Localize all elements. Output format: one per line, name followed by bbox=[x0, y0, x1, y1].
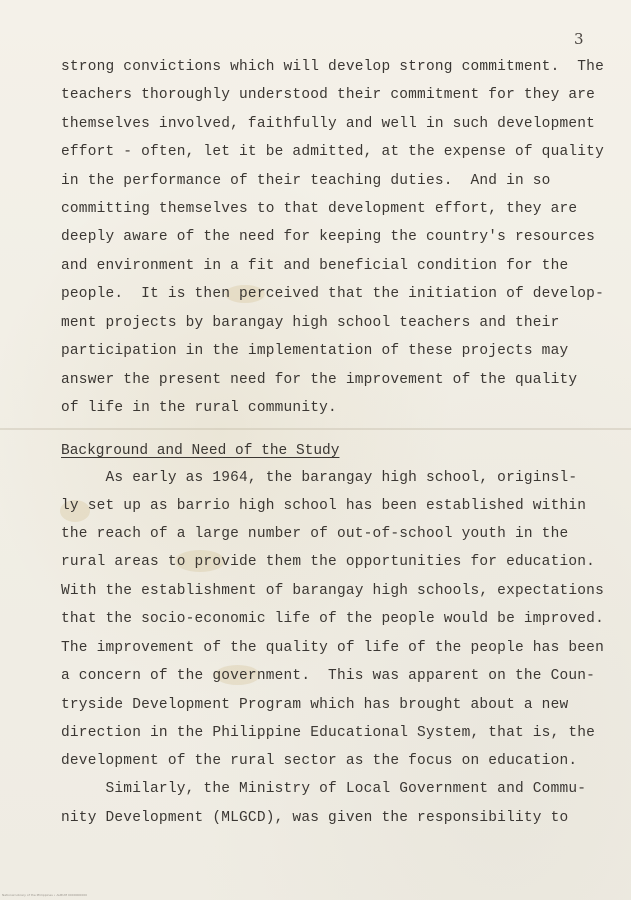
text-line: The improvement of the quality of life of the people has been bbox=[61, 640, 604, 656]
text-line: of life in the rural community. bbox=[61, 400, 337, 416]
text-line: ly set up as barrio high school has been established within bbox=[61, 498, 587, 514]
text-line: deeply aware of the need for keeping the country's resources bbox=[61, 229, 596, 245]
text-line: people. It is then perceived that the initiation of develop- bbox=[61, 286, 604, 302]
text-line: direction in the Philippine Educational System, that is, the bbox=[61, 725, 596, 741]
text-line: rural areas to provide them the opportunities for education. bbox=[61, 554, 596, 570]
text-line: As early as 1964, the barangay high school, originsl- bbox=[61, 470, 578, 486]
text-line: tryside Development Program which has brought about a new bbox=[61, 697, 569, 713]
text-line: that the socio-economic life of the people would be improved. bbox=[61, 611, 604, 627]
text-line: and environment in a fit and beneficial condition for the bbox=[61, 258, 569, 274]
section-heading: Background and Need of the Study bbox=[61, 443, 340, 459]
text-line: committing themselves to that development effort, they are bbox=[61, 201, 578, 217]
text-line: participation in the implementation of these projects may bbox=[61, 343, 569, 359]
archive-footer-mark: National Library of the Philippines • ALBUM 0000000000 bbox=[2, 893, 88, 897]
text-line: effort - often, let it be admitted, at the expense of quality bbox=[61, 144, 604, 160]
text-line: ment projects by barangay high school teachers and their bbox=[61, 315, 560, 331]
text-line: a concern of the government. This was apparent on the Coun- bbox=[61, 668, 596, 684]
text-line: With the establishment of barangay high schools, expectations bbox=[61, 583, 604, 599]
text-line: themselves involved, faithfully and well in such development bbox=[61, 116, 596, 132]
page-number: 3 bbox=[574, 30, 584, 48]
page-fold-line bbox=[0, 428, 631, 430]
text-line: the reach of a large number of out-of-school youth in the bbox=[61, 526, 569, 542]
text-line: Similarly, the Ministry of Local Government and Commu- bbox=[61, 781, 587, 797]
text-line: in the performance of their teaching duties. And in so bbox=[61, 173, 551, 189]
text-line: strong convictions which will develop strong commitment. The bbox=[61, 59, 604, 75]
text-line: answer the present need for the improvement of the quality bbox=[61, 372, 578, 388]
text-line: nity Development (MLGCD), was given the responsibility to bbox=[61, 810, 569, 826]
text-line: development of the rural sector as the focus on education. bbox=[61, 753, 578, 769]
text-line: teachers thoroughly understood their commitment for they are bbox=[61, 87, 596, 103]
